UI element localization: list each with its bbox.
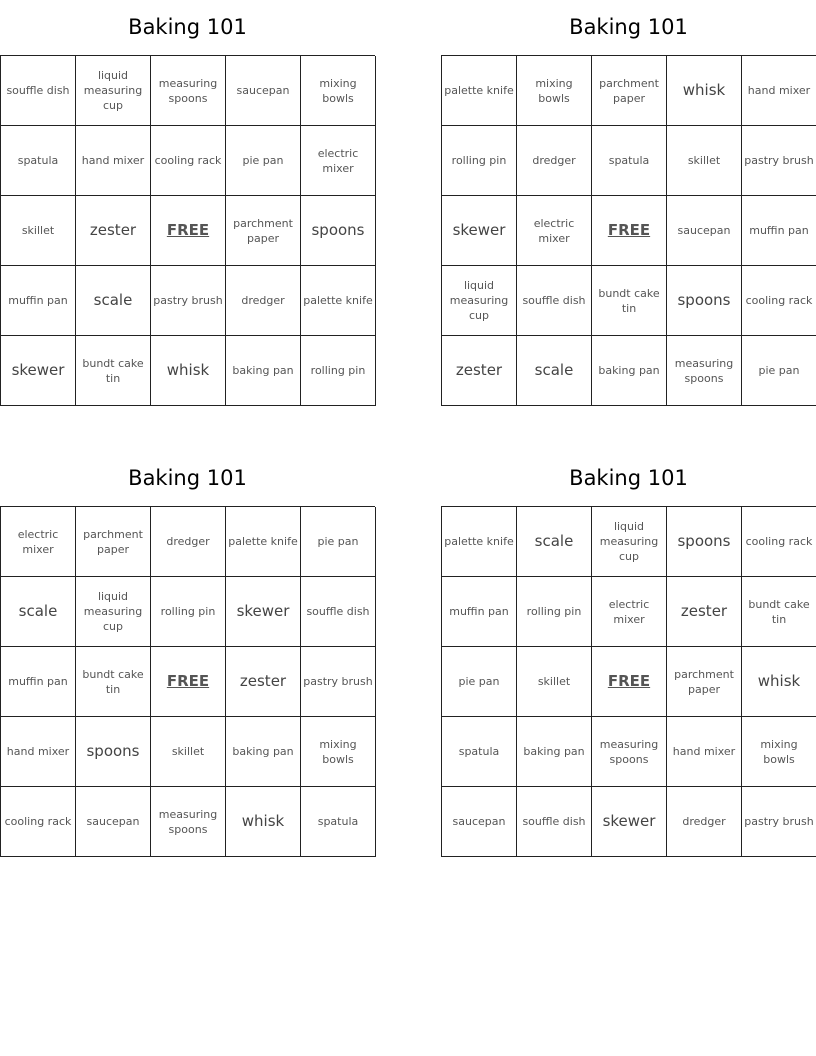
bingo-cell: electric mixer: [1, 507, 76, 577]
bingo-cell: saucepan: [442, 787, 517, 857]
bingo-cell: bundt cake tin: [592, 266, 667, 336]
bingo-grid: [0, 506, 375, 857]
bingo-cell: souffle dish: [1, 56, 76, 126]
free-space-cell: FREE: [151, 647, 226, 717]
bingo-cell: scale: [517, 507, 592, 577]
bingo-cell: palette knife: [442, 507, 517, 577]
bingo-cell: souffle dish: [517, 266, 592, 336]
bingo-cell: measuring spoons: [151, 787, 226, 857]
bingo-cell: measuring spoons: [592, 717, 667, 787]
bingo-cell: pastry brush: [742, 126, 816, 196]
bingo-cell: dredger: [226, 266, 301, 336]
bingo-card-3: [0, 451, 375, 857]
bingo-cell: souffle dish: [301, 577, 376, 647]
bingo-cell: whisk: [151, 336, 226, 406]
bingo-cell: saucepan: [226, 56, 301, 126]
bingo-cell: whisk: [226, 787, 301, 857]
bingo-cell: zester: [76, 196, 151, 266]
bingo-cell: liquid measuring cup: [76, 577, 151, 647]
bingo-cell: pie pan: [226, 126, 301, 196]
bingo-cell: mixing bowls: [742, 717, 816, 787]
bingo-card-4: [441, 451, 816, 857]
bingo-cell: baking pan: [517, 717, 592, 787]
bingo-cell: scale: [1, 577, 76, 647]
card-title: Baking 101: [128, 15, 247, 39]
bingo-cell: dredger: [517, 126, 592, 196]
bingo-card-1: [0, 0, 375, 406]
bingo-cell: pie pan: [742, 336, 816, 406]
card-title: Baking 101: [128, 466, 247, 490]
bingo-cell: dredger: [667, 787, 742, 857]
free-space-cell: FREE: [592, 647, 667, 717]
bingo-cell: spatula: [442, 717, 517, 787]
bingo-cell: liquid measuring cup: [76, 56, 151, 126]
bingo-cell: palette knife: [301, 266, 376, 336]
bingo-grid: [441, 506, 816, 857]
bingo-cell: spoons: [301, 196, 376, 266]
bingo-cell: electric mixer: [301, 126, 376, 196]
bingo-cell: bundt cake tin: [742, 577, 816, 647]
bingo-cell: parchment paper: [592, 56, 667, 126]
card-title: Baking 101: [569, 15, 688, 39]
bingo-cell: mixing bowls: [301, 56, 376, 126]
bingo-cell: pastry brush: [742, 787, 816, 857]
bingo-cell: pastry brush: [301, 647, 376, 717]
bingo-cell: measuring spoons: [667, 336, 742, 406]
bingo-cell: zester: [667, 577, 742, 647]
bingo-cell: palette knife: [226, 507, 301, 577]
bingo-cell: spatula: [592, 126, 667, 196]
bingo-cell: skewer: [226, 577, 301, 647]
bingo-cell: saucepan: [667, 196, 742, 266]
bingo-cell: pie pan: [301, 507, 376, 577]
bingo-cell: spoons: [667, 507, 742, 577]
bingo-cell: bundt cake tin: [76, 336, 151, 406]
bingo-cell: parchment paper: [226, 196, 301, 266]
bingo-cell: saucepan: [76, 787, 151, 857]
bingo-cell: baking pan: [226, 336, 301, 406]
bingo-cell: muffin pan: [742, 196, 816, 266]
bingo-cell: cooling rack: [742, 266, 816, 336]
bingo-cell: hand mixer: [1, 717, 76, 787]
bingo-card-2: [441, 0, 816, 406]
bingo-cell: skewer: [442, 196, 517, 266]
bingo-cell: pastry brush: [151, 266, 226, 336]
bingo-grid: [441, 55, 816, 406]
bingo-cell: scale: [517, 336, 592, 406]
bingo-cell: whisk: [742, 647, 816, 717]
bingo-cell: measuring spoons: [151, 56, 226, 126]
bingo-cell: souffle dish: [517, 787, 592, 857]
bingo-cell: skillet: [151, 717, 226, 787]
bingo-cell: rolling pin: [301, 336, 376, 406]
bingo-cell: spoons: [667, 266, 742, 336]
bingo-cell: pie pan: [442, 647, 517, 717]
bingo-cell: spoons: [76, 717, 151, 787]
bingo-grid: [0, 55, 375, 406]
free-space-cell: FREE: [151, 196, 226, 266]
bingo-cell: baking pan: [592, 336, 667, 406]
bingo-cell: liquid measuring cup: [442, 266, 517, 336]
bingo-cell: hand mixer: [76, 126, 151, 196]
bingo-cell: parchment paper: [76, 507, 151, 577]
bingo-cell: skillet: [517, 647, 592, 717]
bingo-cell: hand mixer: [742, 56, 816, 126]
bingo-cell: skewer: [1, 336, 76, 406]
bingo-cell: baking pan: [226, 717, 301, 787]
bingo-cell: mixing bowls: [517, 56, 592, 126]
bingo-cell: hand mixer: [667, 717, 742, 787]
bingo-cell: zester: [442, 336, 517, 406]
card-title: Baking 101: [569, 466, 688, 490]
bingo-cell: scale: [76, 266, 151, 336]
bingo-cell: muffin pan: [1, 266, 76, 336]
bingo-cell: cooling rack: [1, 787, 76, 857]
bingo-cell: parchment paper: [667, 647, 742, 717]
bingo-cell: bundt cake tin: [76, 647, 151, 717]
bingo-cell: rolling pin: [151, 577, 226, 647]
bingo-cell: muffin pan: [442, 577, 517, 647]
bingo-cell: skillet: [1, 196, 76, 266]
bingo-cell: cooling rack: [151, 126, 226, 196]
bingo-cell: whisk: [667, 56, 742, 126]
free-space-cell: FREE: [592, 196, 667, 266]
bingo-cell: spatula: [1, 126, 76, 196]
bingo-cell: mixing bowls: [301, 717, 376, 787]
bingo-cell: rolling pin: [442, 126, 517, 196]
bingo-cell: zester: [226, 647, 301, 717]
bingo-cell: liquid measuring cup: [592, 507, 667, 577]
bingo-cell: skewer: [592, 787, 667, 857]
bingo-cell: electric mixer: [517, 196, 592, 266]
bingo-cell: rolling pin: [517, 577, 592, 647]
bingo-cell: palette knife: [442, 56, 517, 126]
bingo-cell: skillet: [667, 126, 742, 196]
bingo-cell: spatula: [301, 787, 376, 857]
bingo-cell: muffin pan: [1, 647, 76, 717]
bingo-cell: dredger: [151, 507, 226, 577]
bingo-cell: cooling rack: [742, 507, 816, 577]
bingo-cell: electric mixer: [592, 577, 667, 647]
